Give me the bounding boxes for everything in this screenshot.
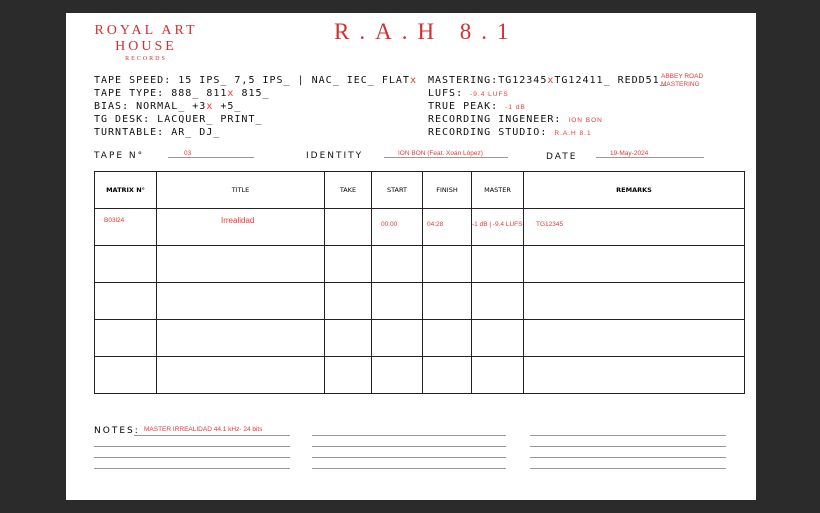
cell-matrix[interactable] bbox=[95, 246, 157, 283]
notes-line bbox=[530, 457, 726, 458]
logo-line-3: RECORDS bbox=[125, 56, 167, 62]
cell-master[interactable]: -1 dB | -9.4 LUFS bbox=[472, 209, 524, 246]
matrix-table bbox=[94, 171, 745, 394]
cell-finish[interactable] bbox=[423, 357, 472, 394]
spec-tg-desk: TG DESK: LACQUER_ PRINT_ bbox=[94, 114, 263, 125]
cell-matrix[interactable] bbox=[95, 283, 157, 320]
notes-label: NOTES: bbox=[94, 426, 140, 436]
cell-master[interactable] bbox=[472, 246, 524, 283]
notes-value[interactable]: MASTER IRREALIDAD 44.1 kHz- 24 bits bbox=[144, 426, 263, 433]
spec-true-peak: TRUE PEAK: -1 dB bbox=[428, 101, 526, 112]
cell-start[interactable] bbox=[372, 357, 423, 394]
cell-finish[interactable] bbox=[423, 246, 472, 283]
x-mark: x bbox=[547, 75, 555, 86]
notes-line bbox=[530, 468, 726, 469]
spec-engineer: RECORDING INGENEER: ION BON bbox=[428, 114, 603, 125]
cell-master[interactable] bbox=[472, 320, 524, 357]
cell-remarks[interactable]: TG12345 bbox=[524, 209, 745, 246]
cell-remarks[interactable] bbox=[524, 357, 745, 394]
spec-bias: BIAS: NORMAL_ +3x +5_ bbox=[94, 101, 242, 112]
notes-line bbox=[530, 446, 726, 447]
cell-matrix[interactable]: B03l24 bbox=[95, 209, 157, 246]
cell-take[interactable] bbox=[325, 357, 372, 394]
cell-finish[interactable]: 04:28 bbox=[423, 209, 472, 246]
mastering-note: ABBEY ROAD MASTERING bbox=[661, 73, 704, 88]
identity-label: IDENTITY bbox=[306, 151, 364, 161]
table-row bbox=[95, 283, 745, 320]
cell-remarks[interactable] bbox=[524, 283, 745, 320]
cell-matrix[interactable] bbox=[95, 357, 157, 394]
notes-line bbox=[134, 435, 290, 436]
cell-title[interactable] bbox=[157, 246, 325, 283]
table-header-row bbox=[95, 172, 745, 209]
cell-remarks[interactable] bbox=[524, 320, 745, 357]
notes-line bbox=[312, 435, 506, 436]
cell-start[interactable] bbox=[372, 283, 423, 320]
spec-mastering: MASTERING:TG12345xTG12411_ REDD51_ bbox=[428, 75, 667, 86]
spec-turntable: TURNTABLE: AR_ DJ_ bbox=[94, 127, 221, 138]
spec-lufs: LUFS: -9.4 LUFS bbox=[428, 88, 509, 99]
x-mark: x bbox=[206, 101, 214, 112]
col-header-take: TAKE bbox=[325, 172, 372, 209]
table-row bbox=[95, 209, 745, 246]
tape-label: TAPE N° bbox=[94, 151, 145, 161]
col-header-start: START bbox=[372, 172, 423, 209]
cell-title[interactable] bbox=[157, 320, 325, 357]
table-row bbox=[95, 357, 745, 394]
cell-title[interactable] bbox=[157, 283, 325, 320]
col-header-title: TITLE bbox=[157, 172, 325, 209]
cell-take[interactable] bbox=[325, 209, 372, 246]
col-header-matrix: MATRIX N° bbox=[95, 172, 157, 209]
table-row bbox=[95, 320, 745, 357]
cell-matrix[interactable] bbox=[95, 320, 157, 357]
cell-take[interactable] bbox=[325, 283, 372, 320]
table-row bbox=[95, 246, 745, 283]
notes-line bbox=[312, 457, 506, 458]
notes-line bbox=[94, 468, 290, 469]
cell-take[interactable] bbox=[325, 246, 372, 283]
identity-value[interactable]: ION BON (Feat. Xoán López) bbox=[398, 150, 483, 157]
notes-line bbox=[94, 457, 290, 458]
logo bbox=[86, 23, 206, 62]
date-value[interactable]: 19-May-2024 bbox=[610, 150, 649, 157]
cell-remarks[interactable] bbox=[524, 246, 745, 283]
record-sheet bbox=[66, 13, 756, 500]
logo-line-2: HOUSE bbox=[115, 39, 177, 54]
x-mark: x bbox=[409, 75, 417, 86]
date-underline bbox=[596, 157, 704, 158]
col-header-finish: FINISH bbox=[423, 172, 472, 209]
cell-finish[interactable] bbox=[423, 320, 472, 357]
spec-tape-speed: TAPE SPEED: 15 IPS_ 7,5 IPS_ | NAC_ IEC_ FLATx bbox=[94, 75, 417, 86]
date-label: DATE bbox=[546, 152, 578, 162]
cell-start[interactable] bbox=[372, 320, 423, 357]
cell-master[interactable] bbox=[472, 357, 524, 394]
spec-studio: RECORDING STUDIO: R.A.H 8.1 bbox=[428, 127, 592, 138]
page-title: R.A.H 8.1 bbox=[334, 19, 519, 44]
col-header-master: MASTER bbox=[472, 172, 524, 209]
notes-line bbox=[530, 435, 726, 436]
spec-tape-type: TAPE TYPE: 888_ 811x 815_ bbox=[94, 88, 270, 99]
tape-value[interactable]: 03 bbox=[184, 150, 192, 157]
cell-start[interactable] bbox=[372, 246, 423, 283]
notes-line bbox=[312, 446, 506, 447]
cell-title[interactable]: Irrealidad bbox=[157, 209, 325, 246]
x-mark: x bbox=[227, 88, 235, 99]
cell-master[interactable] bbox=[472, 283, 524, 320]
col-header-remarks: REMARKS bbox=[524, 172, 745, 209]
notes-line bbox=[312, 468, 506, 469]
notes-line bbox=[94, 446, 290, 447]
cell-start[interactable]: 00:00 bbox=[372, 209, 423, 246]
cell-take[interactable] bbox=[325, 320, 372, 357]
logo-line-1: ROYAL ART bbox=[94, 23, 198, 38]
identity-underline bbox=[384, 157, 508, 158]
cell-finish[interactable] bbox=[423, 283, 472, 320]
tape-underline bbox=[168, 157, 254, 158]
cell-title[interactable] bbox=[157, 357, 325, 394]
